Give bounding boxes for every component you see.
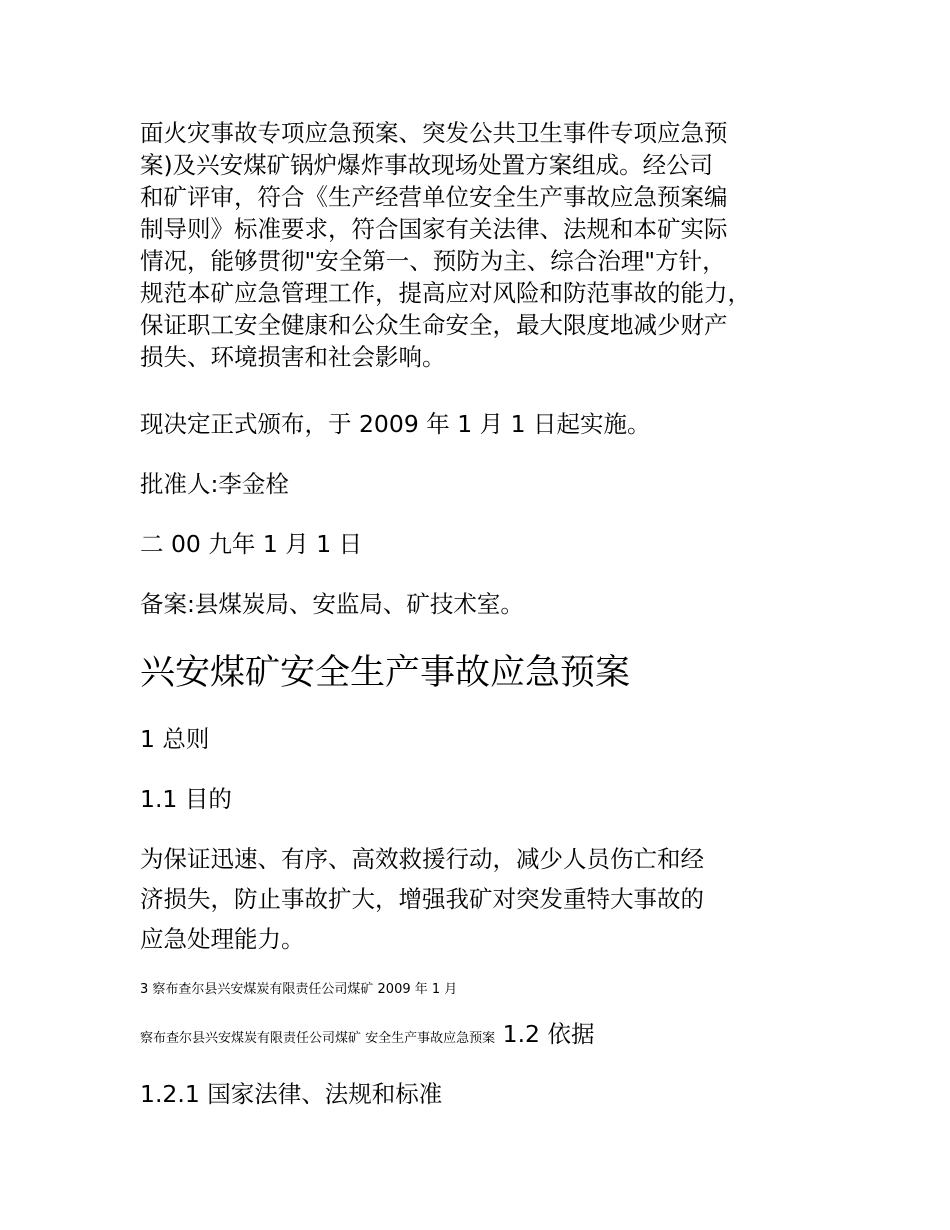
section-heading: 1.2 依据	[502, 1020, 595, 1048]
decision-text: 现决定正式颁布，于 2009 年 1 月 1 日起实施。	[140, 410, 651, 438]
purpose-line: 济损失，防止事故扩大，增强我矿对突发重特大事故的	[140, 885, 704, 913]
running-header: 察布查尔县兴安煤炭有限责任公司煤矿 安全生产事故应急预案	[140, 1031, 496, 1046]
intro-line: 规范本矿应急管理工作，提高应对风险和防范事故的能力，	[140, 279, 751, 307]
purpose-line: 应急处理能力。	[140, 925, 305, 953]
approver-text: 批准人:李金栓	[140, 470, 289, 498]
section-heading: 1.1 目的	[140, 785, 232, 813]
intro-line: 保证职工安全健康和公众生命安全，最大限度地减少财产	[140, 311, 728, 339]
page-footer: 3 察布查尔县兴安煤炭有限责任公司煤矿 2009 年 1 月	[140, 982, 458, 997]
filing-text: 备案:县煤炭局、安监局、矿技术室。	[140, 590, 524, 618]
intro-line: 情况，能够贯彻"安全第一、预防为主、综合治理"方针，	[140, 247, 726, 275]
intro-line: 和矿评审，符合《生产经营单位安全生产事故应急预案编	[140, 183, 728, 211]
document-title: 兴安煤矿安全生产事故应急预案	[140, 653, 631, 693]
section-heading: 1.2.1 国家法律、法规和标准	[140, 1080, 443, 1108]
intro-line: 损失、环境损害和社会影响。	[140, 343, 446, 371]
intro-line: 案)及兴安煤矿锅炉爆炸事故现场处置方案组成。经公司	[140, 151, 714, 179]
header-and-section-line	[140, 1015, 594, 1049]
intro-line: 面火灾事故专项应急预案、突发公共卫生事件专项应急预	[140, 119, 728, 147]
purpose-line: 为保证迅速、有序、高效救援行动，减少人员伤亡和经	[140, 845, 704, 873]
date-text: 二 00 九年 1 月 1 日	[140, 530, 363, 558]
section-heading: 1 总则	[140, 725, 210, 753]
intro-line: 制导则》标准要求，符合国家有关法律、法规和本矿实际	[140, 215, 728, 243]
